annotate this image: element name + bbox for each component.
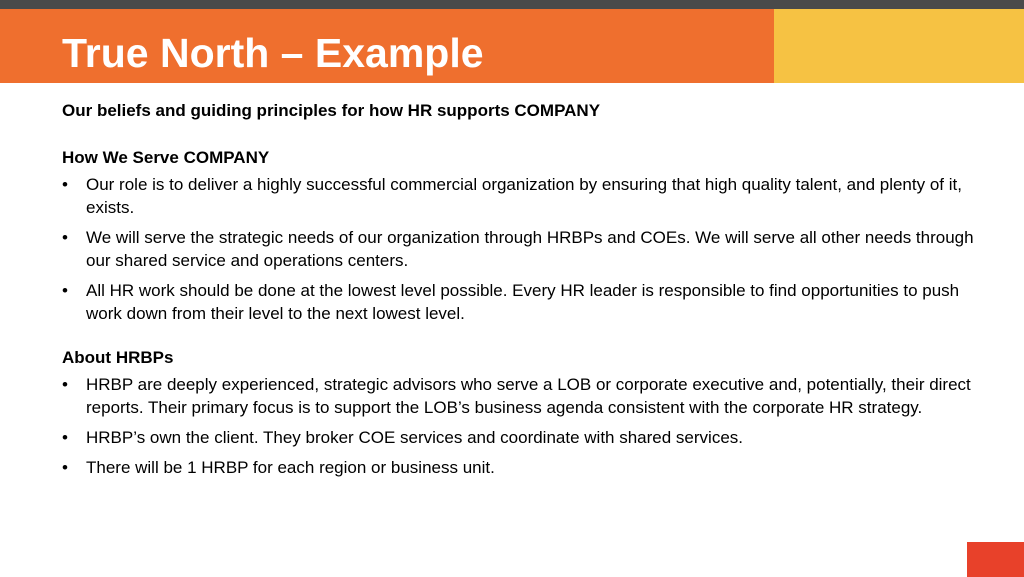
bullet-text: Our role is to deliver a highly successful commercial organization by ensuring that high quality talent, and plenty of it, exists. (86, 175, 962, 217)
bullet-text: HRBP’s own the client. They broker COE services and coordinate with shared services. (86, 428, 743, 447)
title-bar (0, 9, 774, 83)
bullet-text: We will serve the strategic needs of our organization through HRBPs and COEs. We will serve all other needs through our shared service and operations centers. (86, 228, 974, 270)
bullet-dot: • (62, 428, 68, 447)
top-strip (0, 0, 1024, 9)
bullet-text: All HR work should be done at the lowest level possible. Every HR leader is responsible to find opportunities to push work down from their level to the next lowest level. (86, 281, 960, 323)
bullet-dot: • (62, 375, 68, 394)
section-about-hrbps (62, 347, 992, 479)
section-how-we-serve (62, 147, 992, 325)
bullet-dot: • (62, 228, 68, 247)
corner-block (967, 542, 1024, 577)
section-heading: How We Serve COMPANY (62, 148, 270, 167)
bullet-list (62, 373, 992, 479)
bullet-item (62, 456, 992, 479)
bullet-item (62, 279, 992, 325)
bullet-item (62, 226, 992, 272)
bullet-dot: • (62, 458, 68, 477)
bullet-item (62, 373, 992, 419)
bullet-text: HRBP are deeply experienced, strategic advisors who serve a LOB or corporate executive and, potentially, their direct reports. Their primary focus is to support the LOB’s business agenda consistent with the corporate HR strategy. (86, 375, 971, 417)
bullet-dot: • (62, 281, 68, 300)
bullet-item (62, 173, 992, 219)
slide-title: True North – Example (62, 30, 484, 76)
slide-subtitle: Our beliefs and guiding principles for how HR supports COMPANY (62, 101, 601, 120)
section-heading: About HRBPs (62, 348, 174, 367)
bullet-list (62, 173, 992, 325)
accent-block (774, 9, 1024, 83)
slide-content (62, 100, 992, 486)
bullet-item (62, 426, 992, 449)
bullet-text: There will be 1 HRBP for each region or business unit. (86, 458, 495, 477)
bullet-dot: • (62, 175, 68, 194)
